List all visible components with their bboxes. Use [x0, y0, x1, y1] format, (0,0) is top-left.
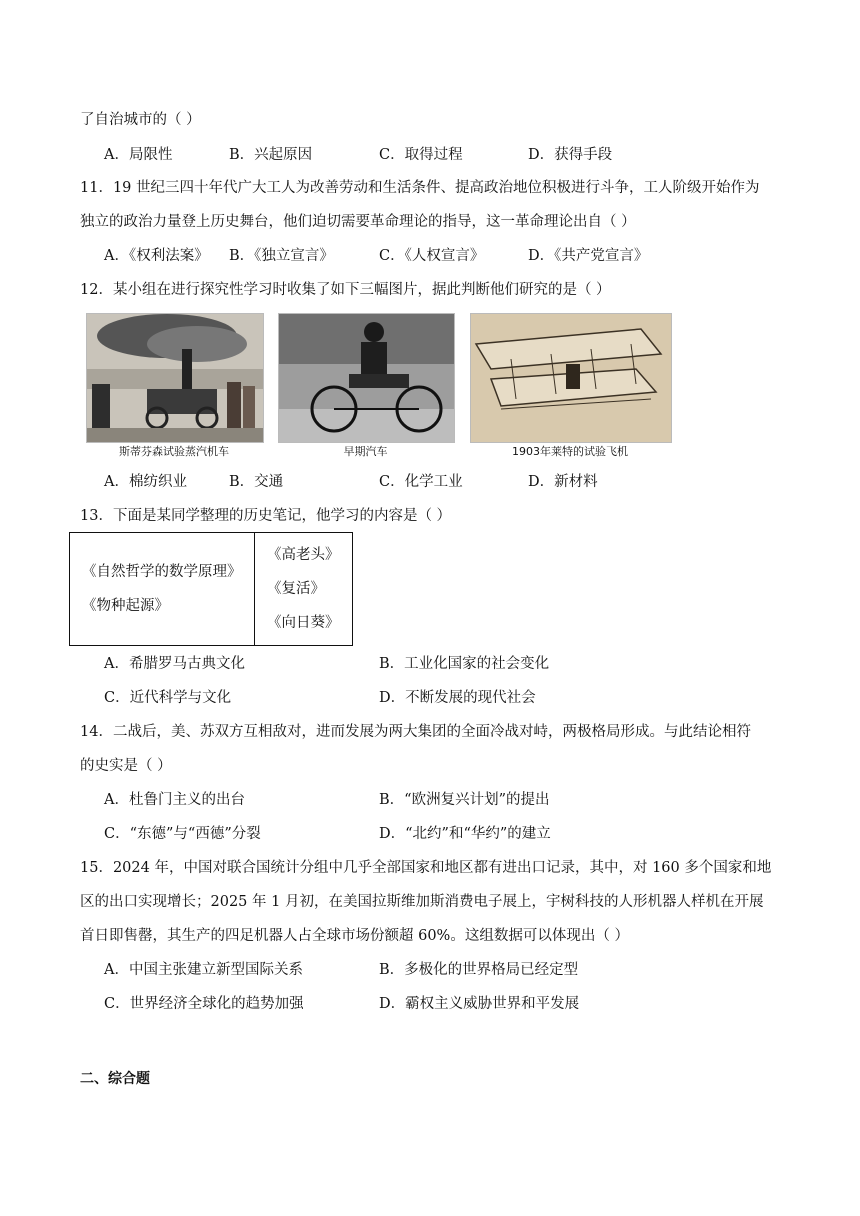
q15-option-b: B．多极化的世界格局已经定型 [379, 962, 579, 978]
q14-stem-line1: 14．二战后，美、苏双方互相敌对，进而发展为两大集团的全面冷战对峙，两极格局形成。与此结论相符 [80, 724, 751, 740]
q15-stem-line1: 15．2024 年，中国对联合国统计分组中几乎全部国家和地区都有进出口记录，其中，对 160 多个国家和地 [80, 860, 772, 876]
notes-science-cell [70, 533, 255, 646]
q14-option-b: B．“欧洲复兴计划”的提出 [379, 792, 550, 808]
steam-locomotive-photo [86, 313, 264, 443]
q11-option-c: C．《人权宣言》 [379, 248, 485, 264]
q10-option-d: D．获得手段 [528, 147, 613, 163]
caption-wright-airplane: 1903年莱特的试验飞机 [512, 445, 628, 458]
history-notes-table [69, 532, 353, 646]
q15-stem-line3: 首日即售罄，其生产的四足机器人占全球市场份额超 60%。这组数据可以体现出（ ） [80, 928, 629, 944]
notes-art-cell [255, 533, 353, 646]
q14-option-a: A．杜鲁门主义的出台 [104, 792, 245, 808]
q12-option-b: B．交通 [229, 474, 284, 490]
q15-option-c: C．世界经济全球化的趋势加强 [104, 996, 304, 1012]
q13-option-d: D．不断发展的现代社会 [379, 690, 536, 706]
caption-steam-locomotive: 斯蒂芬森试验蒸汽机车 [119, 445, 229, 458]
q11-option-d: D．《共产党宣言》 [528, 248, 649, 264]
notes-science-item: 《物种起源》 [82, 598, 169, 614]
section-heading: 二、综合题 [80, 1071, 150, 1087]
notes-art-item: 《复活》 [267, 581, 325, 597]
q11-option-a: A．《权利法案》 [104, 248, 209, 264]
early-automobile-photo [278, 313, 455, 443]
q13-option-c: C．近代科学与文化 [104, 690, 232, 706]
q12-option-a: A．棉纺织业 [104, 474, 187, 490]
q15-option-a: A．中国主张建立新型国际关系 [104, 962, 303, 978]
q13-stem: 13．下面是某同学整理的历史笔记，他学习的内容是（ ） [80, 508, 452, 524]
q10-option-c: C．取得过程 [379, 147, 463, 163]
q11-option-b: B．《独立宣言》 [229, 248, 334, 264]
q12-option-d: D．新材料 [528, 474, 598, 490]
q13-option-b: B．工业化国家的社会变化 [379, 656, 550, 672]
notes-science-item: 《自然哲学的数学原理》 [82, 564, 242, 580]
q15-option-d: D．霸权主义威胁世界和平发展 [379, 996, 580, 1012]
q11-stem-line2: 独立的政治力量登上历史舞台，他们迫切需要革命理论的指导，这一革命理论出自（ ） [80, 214, 636, 230]
wright-airplane-photo [470, 313, 672, 443]
q14-stem-line2: 的史实是（ ） [80, 758, 172, 774]
caption-early-automobile: 早期汽车 [343, 445, 388, 458]
q14-option-d: D．“北约”和“华约”的建立 [379, 826, 551, 842]
q15-stem-line2: 区的出口实现增长；2025 年 1 月初，在美国拉斯维加斯消费电子展上，宇树科技的人形机器人样机在开展 [80, 894, 764, 910]
notes-art-item: 《向日葵》 [267, 615, 340, 631]
q10-stem-tail: 了自治城市的（ ） [80, 112, 201, 128]
q14-option-c: C．“东德”与“西德”分裂 [104, 826, 261, 842]
q12-stem: 12．某小组在进行探究性学习时收集了如下三幅图片，据此判断他们研究的是（ ） [80, 282, 611, 298]
q12-option-c: C．化学工业 [379, 474, 463, 490]
q10-option-b: B．兴起原因 [229, 147, 313, 163]
q11-stem-line1: 11．19 世纪三四十年代广大工人为改善劳动和生活条件、提高政治地位积极进行斗争，工人阶级开始作为 [80, 180, 760, 196]
notes-art-item: 《高老头》 [267, 547, 340, 563]
q10-option-a: A．局限性 [104, 147, 173, 163]
q13-option-a: A．希腊罗马古典文化 [104, 656, 245, 672]
